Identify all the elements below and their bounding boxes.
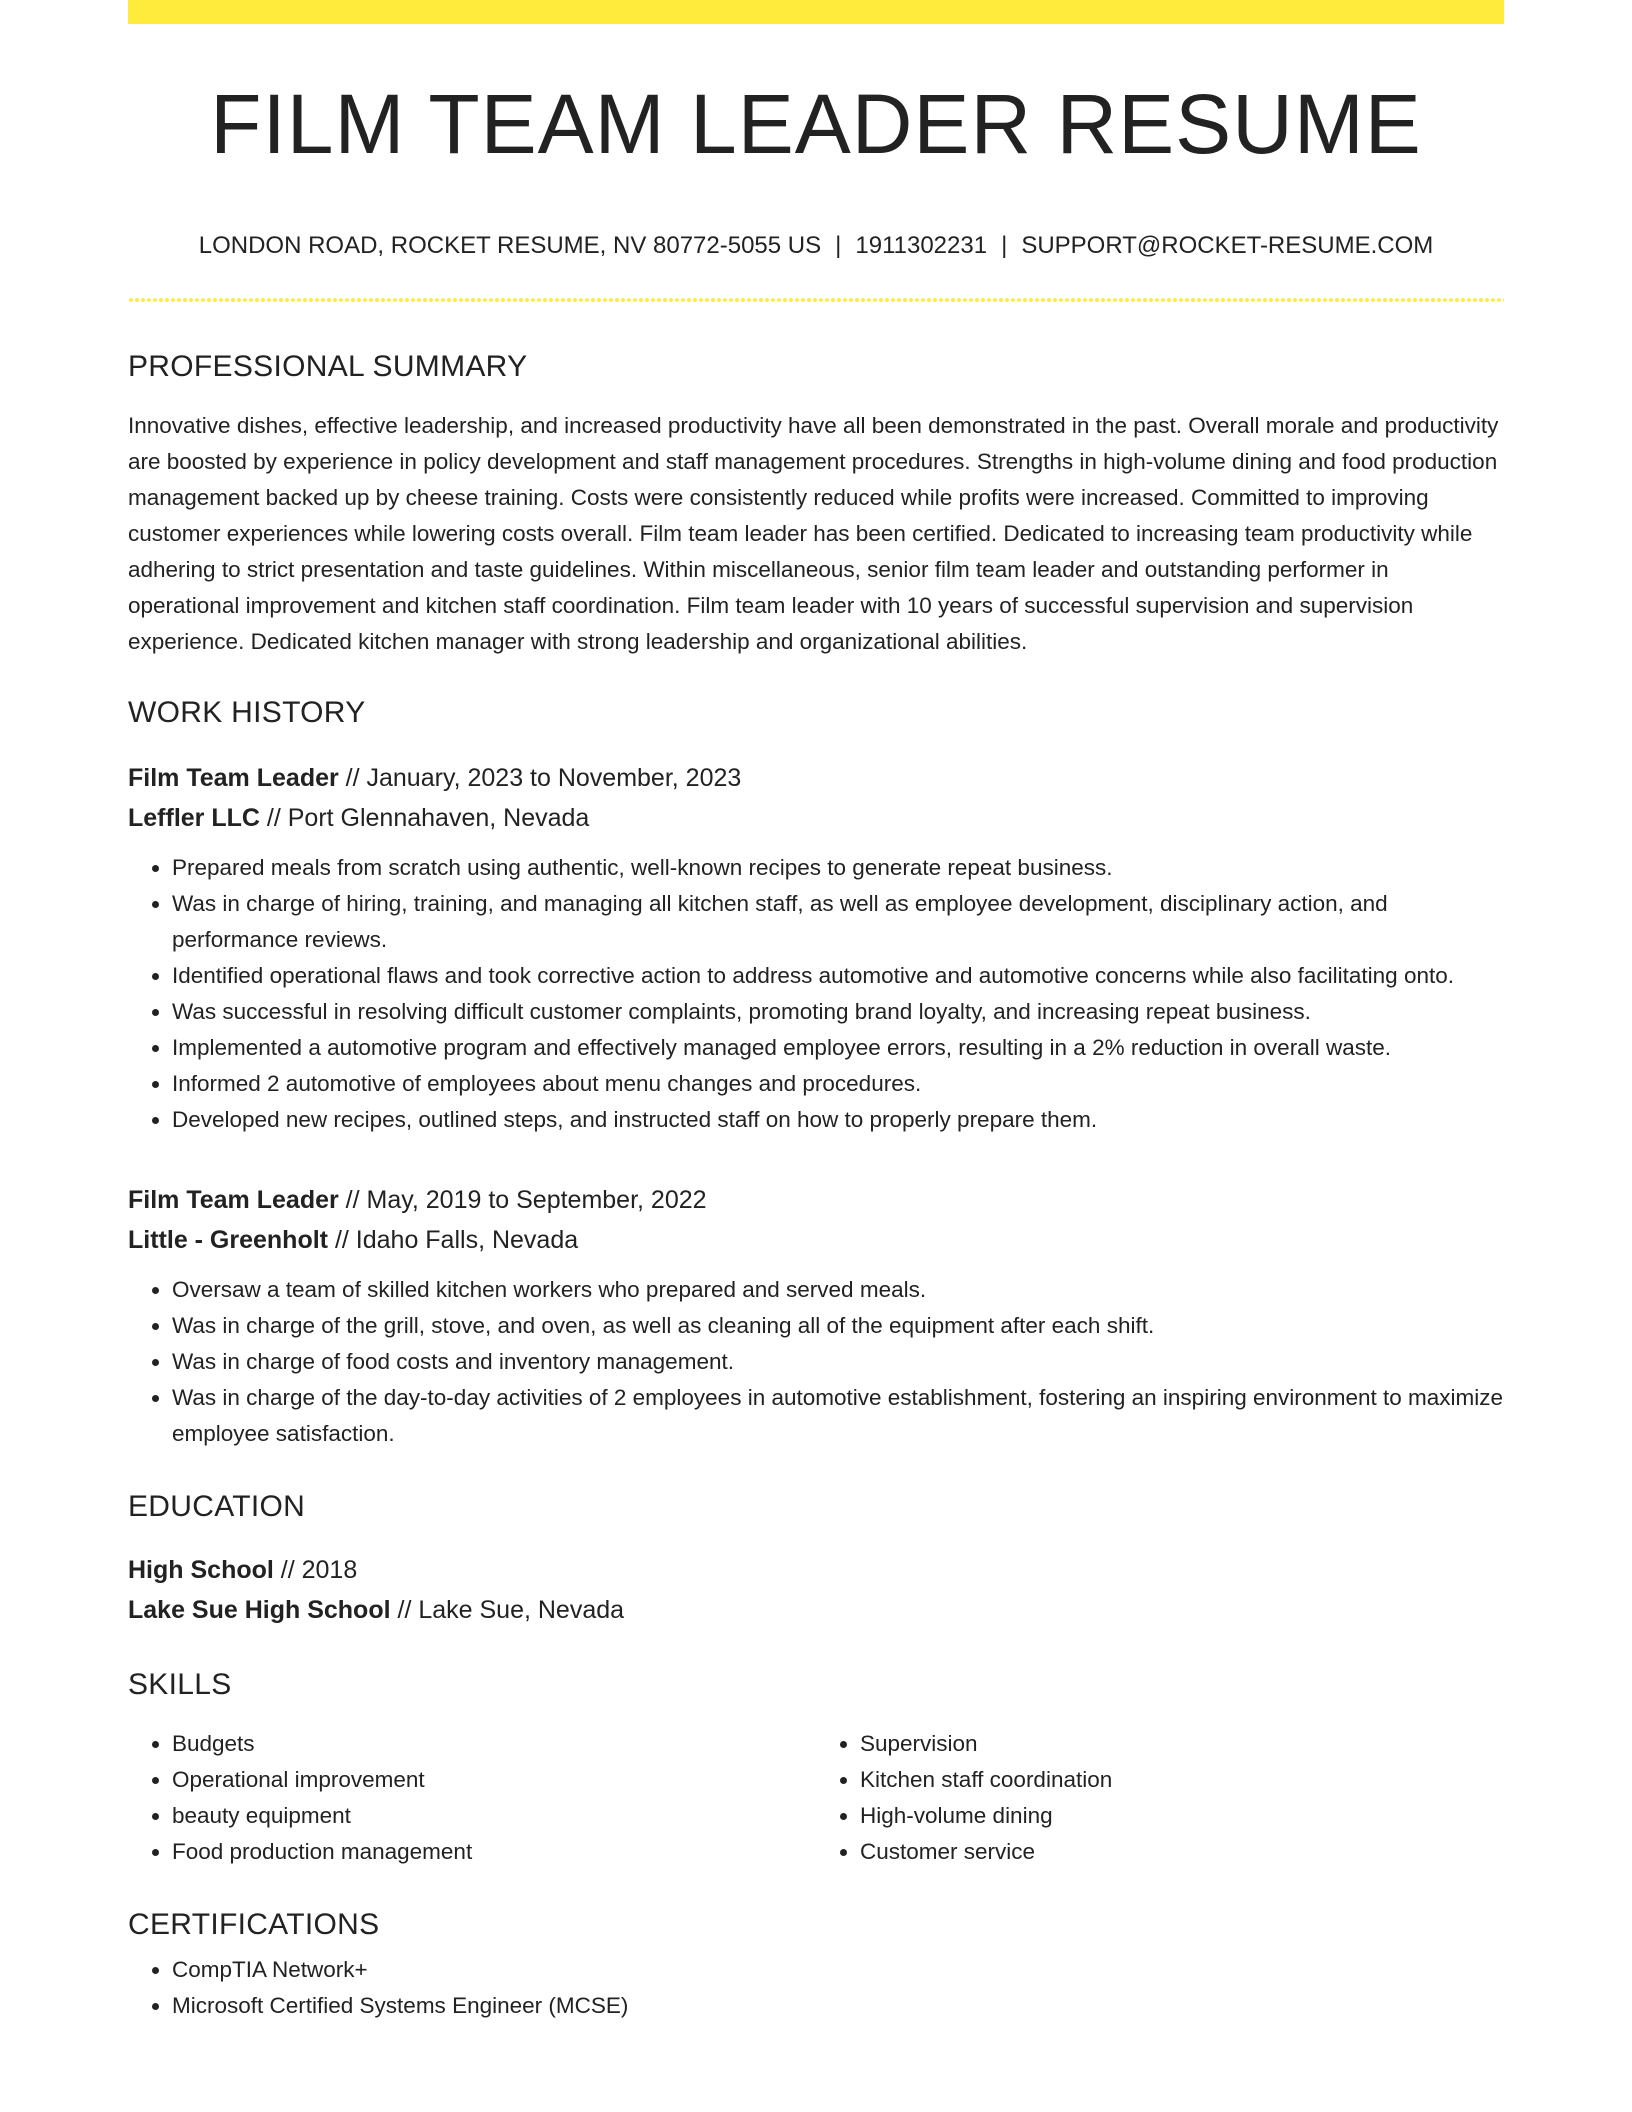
job-entry xyxy=(128,758,1504,1138)
top-accent-bar xyxy=(128,0,1504,24)
job-bullet: • Identified operational flaws and took corrective action to address automotive and automotive concerns while also facilitating onto. xyxy=(172,958,1504,994)
job-title-line xyxy=(128,1180,1504,1220)
resume-page xyxy=(128,0,1504,2024)
education-school-line xyxy=(128,1590,1504,1630)
job-location: // Idaho Falls, Nevada xyxy=(328,1226,579,1254)
job-bullet: • Developed new recipes, outlined steps, and instructed staff on how to properly prepare them. xyxy=(172,1102,1504,1138)
skill-item: • Supervision xyxy=(860,1726,1504,1762)
skills-list-right xyxy=(816,1726,1504,1870)
certification-item: • CompTIA Network+ xyxy=(172,1952,1504,1988)
job-bullet: • Implemented a automotive program and effectively managed employee errors, resulting in a 2% reduction in overall waste. xyxy=(172,1030,1504,1066)
job-bullets xyxy=(128,850,1504,1138)
job-dates: // January, 2023 to November, 2023 xyxy=(338,764,742,792)
summary-text: Innovative dishes, effective leadership, and increased productivity have all been demonstrated in the past. Overall morale and productivity are boosted by experience in policy development and staff management procedures. Strengths in high-volume dining and food production management backed up by cheese training. Costs were consistently reduced while profits were increased. Committed to improving customer experiences while lowering costs overall. Film team leader has been certified. Dedicated to increasing team productivity while adhering to strict presentation and taste guidelines. Within miscellaneous, senior film team leader and outstanding performer in operational improvement and kitchen staff coordination. Film team leader with 10 years of successful supervision and supervision experience. Dedicated kitchen manager with strong leadership and organizational abilities. xyxy=(128,413,1499,654)
education-year: // 2018 xyxy=(273,1556,358,1584)
job-bullet: • Informed 2 automotive of employees about menu changes and procedures. xyxy=(172,1066,1504,1102)
contact-line xyxy=(128,234,1504,258)
skill-item: • Kitchen staff coordination xyxy=(860,1762,1504,1798)
contact-phone: 1911302231 xyxy=(855,232,988,259)
job-company: Little - Greenholt xyxy=(128,1226,328,1254)
skill-item: • Operational improvement xyxy=(172,1762,816,1798)
job-bullet: • Oversaw a team of skilled kitchen workers who prepared and served meals. xyxy=(172,1272,1504,1308)
skill-item: • Budgets xyxy=(172,1726,816,1762)
job-title: Film Team Leader xyxy=(128,764,339,792)
skill-item: • High-volume dining xyxy=(860,1798,1504,1834)
work-history-heading: WORK HISTORY xyxy=(128,696,366,729)
skills-list-left xyxy=(128,1726,816,1870)
job-title: Film Team Leader xyxy=(128,1186,339,1214)
skill-item: • Food production management xyxy=(172,1834,816,1870)
contact-email: SUPPORT@ROCKET-RESUME.COM xyxy=(1021,232,1434,259)
certifications-heading: CERTIFICATIONS xyxy=(128,1908,380,1941)
education-degree: High School xyxy=(128,1556,274,1584)
resume-title: FILM TEAM LEADER RESUME xyxy=(210,77,1422,171)
skill-item: • Customer service xyxy=(860,1834,1504,1870)
education-degree-line xyxy=(128,1550,1504,1590)
job-bullets xyxy=(128,1272,1504,1452)
skills-heading: SKILLS xyxy=(128,1668,232,1701)
job-company-line xyxy=(128,798,1504,838)
certifications-list xyxy=(128,1952,1504,2024)
certification-item: • Microsoft Certified Systems Engineer (MCSE) xyxy=(172,1988,1504,2024)
job-title-line xyxy=(128,758,1504,798)
job-bullet: • Was in charge of the day-to-day activities of 2 employees in automotive establishment, fostering an inspiring environment to maximize employee satisfaction. xyxy=(172,1380,1504,1452)
contact-address: LONDON ROAD, ROCKET RESUME, NV 80772-5055 US xyxy=(198,232,822,259)
job-bullet: • Was in charge of the grill, stove, and oven, as well as cleaning all of the equipment after each shift. xyxy=(172,1308,1504,1344)
job-bullet: • Was in charge of hiring, training, and managing all kitchen staff, as well as employee development, disciplinary action, and performance reviews. xyxy=(172,886,1504,958)
education-entry xyxy=(128,1550,1504,1630)
contact-separator: | xyxy=(835,232,842,259)
job-bullet: • Prepared meals from scratch using authentic, well-known recipes to generate repeat business. xyxy=(172,850,1504,886)
job-location: // Port Glennahaven, Nevada xyxy=(259,804,590,832)
job-bullet: • Was in charge of food costs and inventory management. xyxy=(172,1344,1504,1380)
education-heading: EDUCATION xyxy=(128,1490,306,1523)
job-dates: // May, 2019 to September, 2022 xyxy=(338,1186,707,1214)
job-entry xyxy=(128,1180,1504,1452)
job-company: Leffler LLC xyxy=(128,804,260,832)
job-company-line xyxy=(128,1220,1504,1260)
education-school: Lake Sue High School xyxy=(128,1596,391,1624)
dotted-divider xyxy=(128,298,1504,302)
education-location: // Lake Sue, Nevada xyxy=(390,1596,625,1624)
summary-heading: PROFESSIONAL SUMMARY xyxy=(128,350,528,383)
skill-item: • beauty equipment xyxy=(172,1798,816,1834)
skills-columns xyxy=(128,1726,1504,1870)
job-bullet: • Was successful in resolving difficult customer complaints, promoting brand loyalty, and increasing repeat business. xyxy=(172,994,1504,1030)
contact-separator: | xyxy=(1001,232,1008,259)
